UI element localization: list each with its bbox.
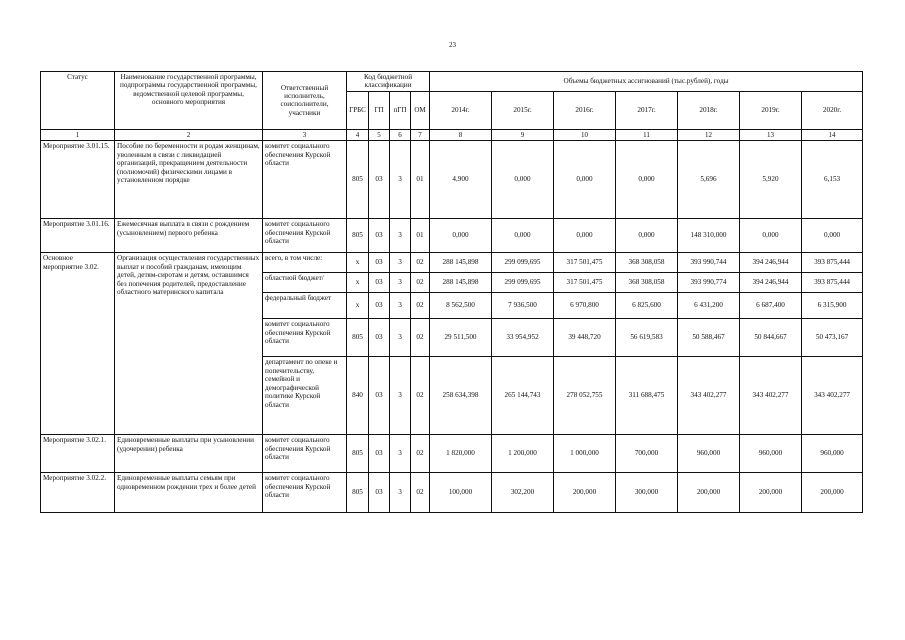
- row-code-cell: 01: [411, 141, 430, 219]
- row-code-cell: 03: [369, 435, 390, 473]
- row-code-cell: 3: [390, 435, 411, 473]
- row-value-cell: 0,000: [740, 219, 802, 253]
- row-value-cell: 50 588,467: [678, 319, 740, 357]
- row-code-cell: 02: [411, 435, 430, 473]
- row-code-cell: 805: [347, 141, 369, 219]
- row-executor: всего, в том числе:: [263, 253, 347, 273]
- header-name: Наименование государственной программы, подпрограммы государственной программы, ведомственной целевой программы, основного мероприятия: [115, 72, 263, 130]
- row-name: Ежемесячная выплата в связи с рождением (усыновлением) первого ребенка: [115, 219, 263, 253]
- row-code-cell: 02: [411, 273, 430, 293]
- row-value-cell: 311 688,475: [616, 357, 678, 435]
- column-index: 9: [492, 129, 554, 140]
- row-value-cell: 1 820,000: [430, 435, 492, 473]
- row-value-cell: 0,000: [554, 141, 616, 219]
- row-value-cell: 7 936,500: [492, 293, 554, 319]
- row-code-cell: 02: [411, 319, 430, 357]
- column-index: 6: [390, 129, 411, 140]
- row-value-cell: 394 246,944: [740, 273, 802, 293]
- column-index: 13: [740, 129, 802, 140]
- column-index: 11: [616, 129, 678, 140]
- row-status: Мероприятие 3.02.2.: [41, 473, 115, 513]
- row-value-cell: 960,000: [802, 435, 863, 473]
- row-value-cell: 343 402,277: [678, 357, 740, 435]
- row-value-cell: 0,000: [802, 219, 863, 253]
- header-executor: Ответственный исполнитель, соисполнители, участники: [263, 72, 347, 130]
- row-value-cell: 6 315,900: [802, 293, 863, 319]
- row-value-cell: 265 144,743: [492, 357, 554, 435]
- row-executor: комитет социального обеспечения Курской области: [263, 435, 347, 473]
- header-code-group: Код бюджетной классификации: [347, 72, 430, 92]
- row-value-cell: 299 099,695: [492, 253, 554, 273]
- row-code-cell: 03: [369, 219, 390, 253]
- row-code-cell: 3: [390, 357, 411, 435]
- row-value-cell: 299 099,695: [492, 273, 554, 293]
- row-value-cell: 258 634,398: [430, 357, 492, 435]
- header-code-пгп: пГП: [390, 91, 411, 129]
- budget-table: [40, 71, 863, 513]
- row-code-cell: 3: [390, 141, 411, 219]
- row-value-cell: 8 562,500: [430, 293, 492, 319]
- row-code-cell: 02: [411, 293, 430, 319]
- table-row: [41, 473, 863, 513]
- row-value-cell: 343 402,277: [802, 357, 863, 435]
- row-status: Мероприятие 3.01.16.: [41, 219, 115, 253]
- row-executor: комитет социального обеспечения Курской области: [263, 473, 347, 513]
- row-value-cell: 200,000: [740, 473, 802, 513]
- row-code-cell: 3: [390, 273, 411, 293]
- row-value-cell: 343 402,277: [740, 357, 802, 435]
- row-name: Пособие по беременности и родам женщинам, уволенным в связи с ликвидацией организаций, прекращением деятельности (полномочий) физическими лицами в установленном порядке: [115, 141, 263, 219]
- row-code-cell: 805: [347, 219, 369, 253]
- row-value-cell: 0,000: [554, 219, 616, 253]
- row-value-cell: 0,000: [616, 141, 678, 219]
- row-value-cell: 393 990,774: [678, 273, 740, 293]
- table-row: [41, 141, 863, 219]
- row-value-cell: 5,920: [740, 141, 802, 219]
- row-code-cell: 3: [390, 473, 411, 513]
- row-value-cell: 1 000,000: [554, 435, 616, 473]
- row-value-cell: 288 145,898: [430, 273, 492, 293]
- row-code-cell: 02: [411, 357, 430, 435]
- row-executor: комитет социального обеспечения Курской области: [263, 141, 347, 219]
- row-code-cell: 03: [369, 473, 390, 513]
- table-row: [41, 435, 863, 473]
- row-executor: департамент по опеке и попечительству, семейной и демографической политике Курской области: [263, 357, 347, 435]
- row-code-cell: 03: [369, 319, 390, 357]
- column-index: 10: [554, 129, 616, 140]
- header-year: 2019г.: [740, 91, 802, 129]
- row-value-cell: 960,000: [740, 435, 802, 473]
- row-value-cell: 4,900: [430, 141, 492, 219]
- row-executor: областной бюджет/: [263, 273, 347, 293]
- row-status: Мероприятие 3.02.1.: [41, 435, 115, 473]
- row-value-cell: 50 844,667: [740, 319, 802, 357]
- row-value-cell: 200,000: [802, 473, 863, 513]
- row-value-cell: 0,000: [492, 141, 554, 219]
- row-value-cell: 394 246,944: [740, 253, 802, 273]
- table-row: [41, 253, 863, 273]
- row-value-cell: 302,200: [492, 473, 554, 513]
- column-index: 3: [263, 129, 347, 140]
- header-status: Статус: [41, 72, 115, 130]
- row-code-cell: 3: [390, 219, 411, 253]
- row-value-cell: 1 200,000: [492, 435, 554, 473]
- row-value-cell: 29 511,500: [430, 319, 492, 357]
- row-value-cell: 0,000: [492, 219, 554, 253]
- row-status: Основное мероприятие 3.02.: [41, 253, 115, 435]
- row-code-cell: 3: [390, 319, 411, 357]
- row-code-cell: 03: [369, 293, 390, 319]
- row-value-cell: 6 687,400: [740, 293, 802, 319]
- header-year: 2017г.: [616, 91, 678, 129]
- row-code-cell: 3: [390, 293, 411, 319]
- row-value-cell: 300,000: [616, 473, 678, 513]
- row-value-cell: 288 145,898: [430, 253, 492, 273]
- header-year: 2018г.: [678, 91, 740, 129]
- row-name: Единовременные выплаты семьям при одновременном рождении трех и более детей: [115, 473, 263, 513]
- row-code-cell: 02: [411, 253, 430, 273]
- page-number: 23: [449, 41, 456, 49]
- row-code-cell: 02: [411, 473, 430, 513]
- row-code-cell: 805: [347, 319, 369, 357]
- row-code-cell: 03: [369, 141, 390, 219]
- header-code-ом: ОМ: [411, 91, 430, 129]
- row-code-cell: x: [347, 293, 369, 319]
- row-name: Организация осуществления государственных выплат и пособий гражданам, имеющим детей, детям-сиротам и детям, оставшимся без попечения родителей, предоставление областного материнского капитала: [115, 253, 263, 435]
- row-value-cell: 317 501,475: [554, 253, 616, 273]
- row-code-cell: 03: [369, 357, 390, 435]
- row-value-cell: 6 431,200: [678, 293, 740, 319]
- row-code-cell: x: [347, 273, 369, 293]
- row-value-cell: 33 954,952: [492, 319, 554, 357]
- row-value-cell: 960,000: [678, 435, 740, 473]
- header-year: 2016г.: [554, 91, 616, 129]
- row-value-cell: 50 473,167: [802, 319, 863, 357]
- row-code-cell: 3: [390, 253, 411, 273]
- row-value-cell: 100,000: [430, 473, 492, 513]
- row-value-cell: 393 875,444: [802, 253, 863, 273]
- column-index: 1: [41, 129, 115, 140]
- row-value-cell: 317 501,475: [554, 273, 616, 293]
- table-row: [41, 219, 863, 253]
- column-index: 5: [369, 129, 390, 140]
- header-year: 2015г.: [492, 91, 554, 129]
- row-code-cell: 03: [369, 273, 390, 293]
- row-code-cell: 03: [369, 253, 390, 273]
- row-value-cell: 6,153: [802, 141, 863, 219]
- row-status: Мероприятие 3.01.15.: [41, 141, 115, 219]
- header-year: 2020г.: [802, 91, 863, 129]
- row-value-cell: 368 308,058: [616, 253, 678, 273]
- row-value-cell: 200,000: [678, 473, 740, 513]
- row-code-cell: 805: [347, 473, 369, 513]
- row-value-cell: 278 052,755: [554, 357, 616, 435]
- row-value-cell: 393 990,744: [678, 253, 740, 273]
- row-value-cell: 200,000: [554, 473, 616, 513]
- row-value-cell: 6 970,800: [554, 293, 616, 319]
- column-index: 8: [430, 129, 492, 140]
- row-executor: комитет социального обеспечения Курской области: [263, 319, 347, 357]
- column-index: 7: [411, 129, 430, 140]
- column-index: 4: [347, 129, 369, 140]
- column-index: 2: [115, 129, 263, 140]
- row-name: Единовременные выплаты при усыновлении (удочерении) ребенка: [115, 435, 263, 473]
- row-value-cell: 0,000: [430, 219, 492, 253]
- row-code-cell: 840: [347, 357, 369, 435]
- column-index: 14: [802, 129, 863, 140]
- header-code-грбс: ГРБС: [347, 91, 369, 129]
- row-value-cell: 700,000: [616, 435, 678, 473]
- row-executor: федеральный бюджет: [263, 293, 347, 319]
- row-value-cell: 5,696: [678, 141, 740, 219]
- row-value-cell: 148 310,000: [678, 219, 740, 253]
- column-index: 12: [678, 129, 740, 140]
- row-value-cell: 393 875,444: [802, 273, 863, 293]
- row-code-cell: 01: [411, 219, 430, 253]
- row-value-cell: 368 308,058: [616, 273, 678, 293]
- row-value-cell: 0,000: [616, 219, 678, 253]
- row-code-cell: x: [347, 253, 369, 273]
- row-code-cell: 805: [347, 435, 369, 473]
- header-volumes-group: Объемы бюджетных ассигнований (тыс.рублей), годы: [430, 72, 863, 92]
- row-value-cell: 56 619,583: [616, 319, 678, 357]
- row-value-cell: 6 825,600: [616, 293, 678, 319]
- row-value-cell: 39 448,720: [554, 319, 616, 357]
- header-year: 2014г.: [430, 91, 492, 129]
- row-executor: комитет социального обеспечения Курской области: [263, 219, 347, 253]
- header-code-гп: ГП: [369, 91, 390, 129]
